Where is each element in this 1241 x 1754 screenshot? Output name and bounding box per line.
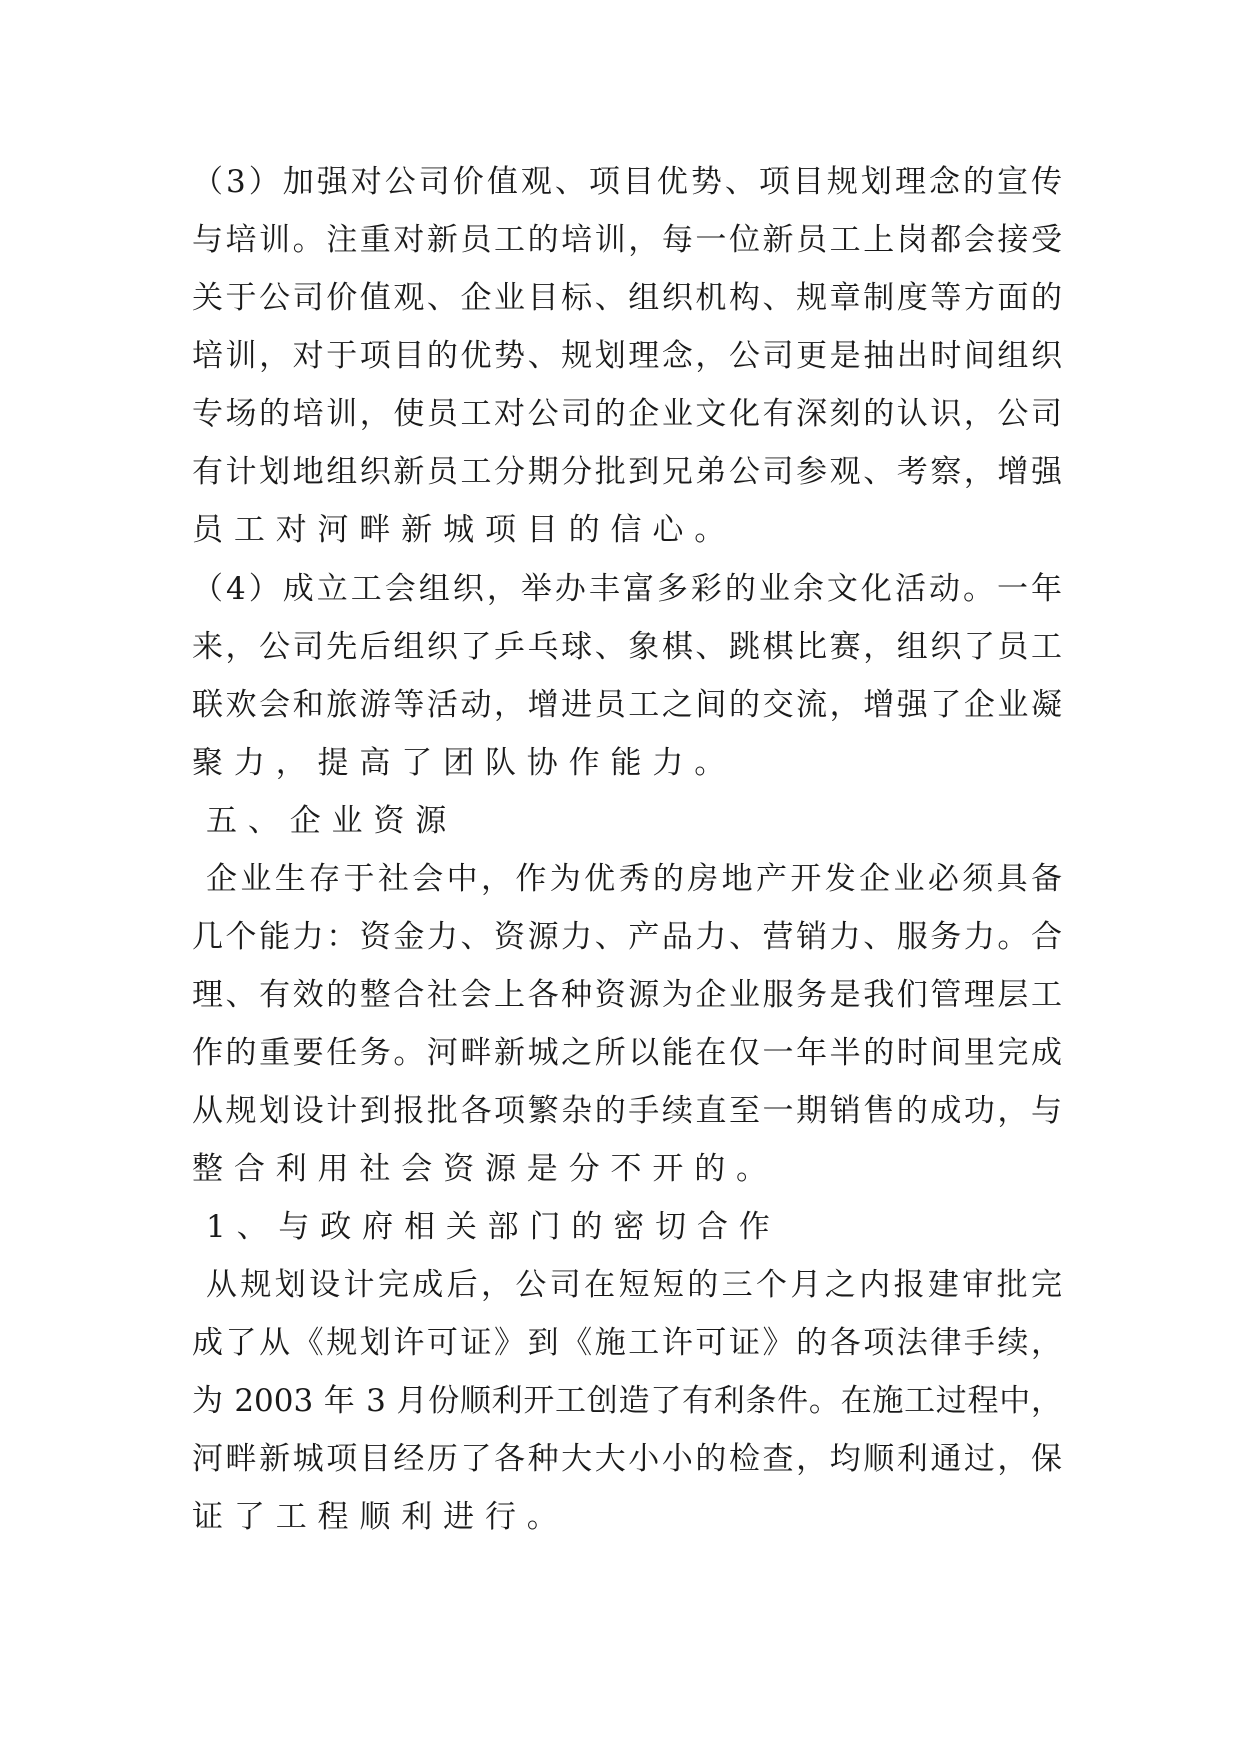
paragraph-line: 成了从《规划许可证》到《施工许可证》的各项法律手续，: [192, 1325, 1062, 1361]
paragraph-line: 有计划地组织新员工分期分批到兄弟公司参观、考察，增强: [192, 454, 1062, 490]
paragraph-line: 专场的培训，使员工对公司的企业文化有深刻的认识，公司: [192, 396, 1062, 432]
paragraph-line: 员工对河畔新城项目的信心。: [192, 512, 737, 548]
section-heading: 五、企业资源: [206, 803, 458, 839]
paragraph-line: 几个能力：资金力、资源力、产品力、营销力、服务力。合: [192, 919, 1062, 955]
paragraph-line: 从规划设计到报批各项繁杂的手续直至一期销售的成功，与: [192, 1093, 1062, 1129]
paragraph-line: 与培训。注重对新员工的培训，每一位新员工上岗都会接受: [192, 222, 1062, 258]
paragraph-line: 证了工程顺利进行。: [192, 1499, 569, 1535]
paragraph-line: 为 2003 年 3 月份顺利开工创造了有利条件。在施工过程中，: [192, 1383, 1062, 1419]
paragraph-line: 河畔新城项目经历了各种大大小小的检查，均顺利通过，保: [192, 1441, 1062, 1477]
paragraph-line: 企业生存于社会中，作为优秀的房地产开发企业必须具备: [206, 861, 1062, 897]
paragraph-line: 整合利用社会资源是分不开的。: [192, 1151, 778, 1187]
paragraph-line: 从规划设计完成后，公司在短短的三个月之内报建审批完: [206, 1267, 1062, 1303]
subsection-heading: 1、与政府相关部门的密切合作: [206, 1209, 781, 1245]
paragraph-line: （4）成立工会组织，举办丰富多彩的业余文化活动。一年: [192, 571, 1062, 607]
paragraph-line: 作的重要任务。河畔新城之所以能在仅一年半的时间里完成: [192, 1035, 1062, 1071]
paragraph-line: 来，公司先后组织了乒乓球、象棋、跳棋比赛，组织了员工: [192, 629, 1062, 665]
paragraph-line: 培训，对于项目的优势、规划理念，公司更是抽出时间组织: [192, 338, 1062, 374]
paragraph-line: 理、有效的整合社会上各种资源为企业服务是我们管理层工: [192, 977, 1062, 1013]
paragraph-line: 聚力，提高了团队协作能力。: [192, 745, 737, 781]
paragraph-line: 关于公司价值观、企业目标、组织机构、规章制度等方面的: [192, 280, 1062, 316]
paragraph-line: 联欢会和旅游等活动，增进员工之间的交流，增强了企业凝: [192, 687, 1062, 723]
paragraph-line: （3）加强对公司价值观、项目优势、项目规划理念的宣传: [192, 164, 1062, 200]
